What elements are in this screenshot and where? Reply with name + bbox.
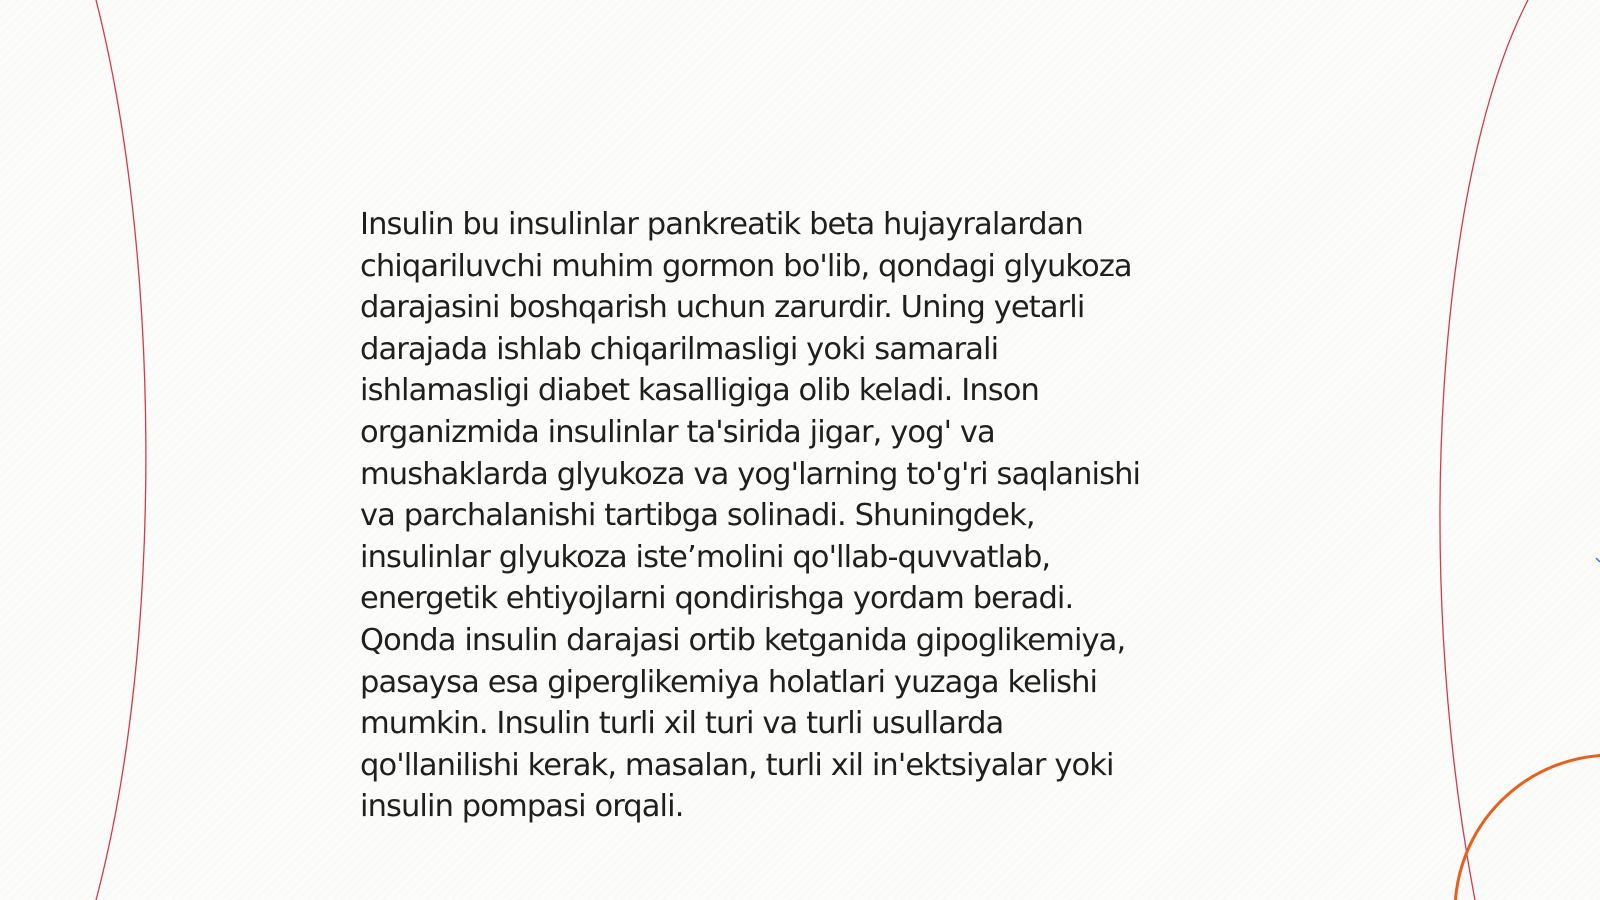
right-curve-line bbox=[1440, 0, 1528, 900]
body-paragraph bbox=[360, 204, 1260, 828]
paragraph-line: insulinlar glyukoza iste’molini qo'llab-quvvatlab, bbox=[360, 539, 1051, 575]
paragraph-line: insulin pompasi orqali. bbox=[360, 789, 684, 825]
paragraph-line: qo'llanilishi kerak, masalan, turli xil in'ektsiyalar yoki bbox=[360, 747, 1114, 783]
paragraph-line: Qonda insulin darajasi ortib ketganida gipoglikemiya, bbox=[360, 622, 1126, 658]
paragraph-line: ishlamasligi diabet kasalligiga olib keladi. Inson bbox=[360, 373, 1039, 409]
paragraph-line: va parchalanishi tartibga solinadi. Shuningdek, bbox=[360, 498, 1035, 534]
left-curve-line bbox=[96, 0, 146, 900]
right-edge-tick bbox=[1596, 558, 1600, 562]
paragraph-line: Insulin bu insulinlar pankreatik beta hujayralardan bbox=[360, 207, 1083, 242]
paragraph-line: chiqariluvchi muhim gormon bo'lib, qondagi glyukoza bbox=[360, 248, 1132, 284]
paragraph-line: darajada ishlab chiqarilmasligi yoki samarali bbox=[360, 331, 999, 367]
paragraph-line: pasaysa esa giperglikemiya holatlari yuzaga kelishi bbox=[360, 664, 1098, 700]
paragraph-line: darajasini boshqarish uchun zarurdir. Uning yetarli bbox=[360, 290, 1085, 326]
orange-arc bbox=[1455, 755, 1600, 900]
paragraph-line: mumkin. Insulin turli xil turi va turli usullarda bbox=[360, 706, 1004, 742]
paragraph-line: energetik ehtiyojlarni qondirishga yordam beradi. bbox=[360, 581, 1074, 617]
paragraph-line: organizmida insulinlar ta'sirida jigar, yog' va bbox=[360, 414, 995, 450]
paragraph-line: mushaklarda glyukoza va yog'larning to'g'ri saqlanishi bbox=[360, 456, 1141, 492]
